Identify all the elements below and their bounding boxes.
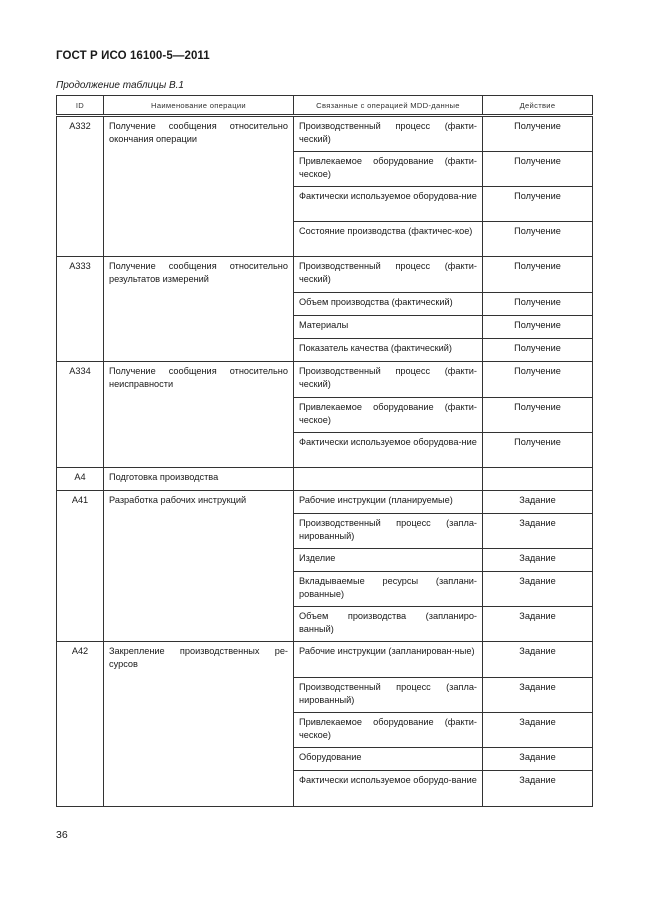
table-row (57, 491, 593, 514)
column-header-action: Действие (483, 96, 593, 116)
operations-table (56, 95, 593, 807)
table-header-row (57, 96, 593, 116)
mdd-data-cell (294, 468, 483, 491)
action-cell: Задание (483, 607, 593, 642)
table-continuation-caption: Продолжение таблицы В.1 (56, 80, 184, 91)
mdd-data-cell: Производственный процесс (факти-ческий) (294, 257, 483, 293)
action-cell: Получение (483, 293, 593, 316)
mdd-data-cell: Производственный процесс (запла-нированный) (294, 678, 483, 713)
action-cell: Задание (483, 549, 593, 572)
column-header-id: ID (57, 96, 104, 116)
operation-id-cell: A332 (57, 116, 104, 257)
action-cell (483, 468, 593, 491)
operation-id-cell: A4 (57, 468, 104, 491)
action-cell: Получение (483, 362, 593, 398)
column-header-operation-name: Наименование операции (104, 96, 294, 116)
table-body (57, 116, 593, 807)
action-cell: Получение (483, 187, 593, 222)
table-row (57, 362, 593, 398)
action-cell: Задание (483, 713, 593, 748)
mdd-data-cell: Вкладываемые ресурсы (заплани-рованные) (294, 572, 483, 607)
action-cell: Задание (483, 642, 593, 678)
mdd-data-cell: Производственный процесс (факти-ческий) (294, 116, 483, 152)
action-cell: Задание (483, 514, 593, 549)
action-cell: Задание (483, 748, 593, 771)
action-cell: Задание (483, 678, 593, 713)
mdd-data-cell: Рабочие инструкции (планируемые) (294, 491, 483, 514)
mdd-data-cell: Состояние производства (фактичес-кое) (294, 222, 483, 257)
mdd-data-cell: Объем производства (фактический) (294, 293, 483, 316)
action-cell: Получение (483, 222, 593, 257)
operation-name-cell: Получение сообщения относительно окончания операции (104, 116, 294, 257)
action-cell: Получение (483, 398, 593, 433)
action-cell: Получение (483, 339, 593, 362)
table-row (57, 642, 593, 678)
mdd-data-cell: Производственный процесс (запла-нированный) (294, 514, 483, 549)
operation-name-cell: Разработка рабочих инструкций (104, 491, 294, 642)
mdd-data-cell: Фактически используемое оборудо-вание (294, 771, 483, 807)
mdd-data-cell: Фактически используемое оборудова-ние (294, 187, 483, 222)
operation-id-cell: A333 (57, 257, 104, 362)
action-cell: Получение (483, 257, 593, 293)
table-row (57, 468, 593, 491)
mdd-data-cell: Производственный процесс (факти-ческий) (294, 362, 483, 398)
action-cell: Получение (483, 433, 593, 468)
operation-name-cell: Получение сообщения относительно результатов измерений (104, 257, 294, 362)
document-code: ГОСТ Р ИСО 16100-5—2011 (56, 50, 210, 62)
operation-name-cell: Подготовка производства (104, 468, 294, 491)
mdd-data-cell: Рабочие инструкции (запланирован-ные) (294, 642, 483, 678)
mdd-data-cell: Привлекаемое оборудование (факти-ческое) (294, 713, 483, 748)
operation-id-cell: A42 (57, 642, 104, 807)
action-cell: Получение (483, 116, 593, 152)
operation-id-cell: A334 (57, 362, 104, 468)
page-number: 36 (56, 829, 68, 841)
action-cell: Получение (483, 316, 593, 339)
mdd-data-cell: Материалы (294, 316, 483, 339)
action-cell: Получение (483, 152, 593, 187)
operation-name-cell: Получение сообщения относительно неисправности (104, 362, 294, 468)
mdd-data-cell: Оборудование (294, 748, 483, 771)
operation-id-cell: A41 (57, 491, 104, 642)
table-row (57, 257, 593, 293)
action-cell: Задание (483, 572, 593, 607)
column-header-mdd-data: Связанные с операцией MDD-данные (294, 96, 483, 116)
mdd-data-cell: Привлекаемое оборудование (факти-ческое) (294, 152, 483, 187)
mdd-data-cell: Объем производства (запланиро-ванный) (294, 607, 483, 642)
mdd-data-cell: Фактически используемое оборудова-ние (294, 433, 483, 468)
mdd-data-cell: Привлекаемое оборудование (факти-ческое) (294, 398, 483, 433)
mdd-data-cell: Показатель качества (фактический) (294, 339, 483, 362)
mdd-data-cell: Изделие (294, 549, 483, 572)
table-row (57, 116, 593, 152)
action-cell: Задание (483, 771, 593, 807)
operation-name-cell: Закрепление производственных ре-сурсов (104, 642, 294, 807)
action-cell: Задание (483, 491, 593, 514)
